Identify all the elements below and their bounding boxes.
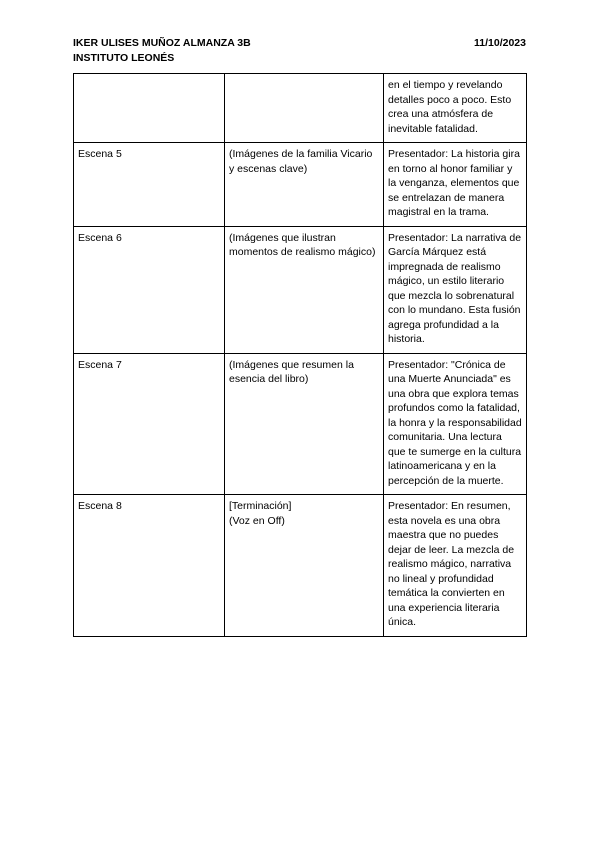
visual-note: (Voz en Off) — [229, 514, 285, 527]
author-name: IKER ULISES MUÑOZ ALMANZA 3B — [73, 37, 251, 49]
visual-text: [Terminación] — [229, 500, 292, 512]
table-row — [74, 353, 527, 495]
narration-cell: Presentador: La historia gira en torno al honor familiar y la venganza, elementos que se entrelazan de manera magistral en la trama. — [384, 143, 527, 227]
visual-text: (Imágenes que resumen la esencia del libro) — [229, 358, 354, 385]
scene-cell: Escena 5 — [74, 143, 225, 227]
table-row — [74, 226, 527, 353]
scene-cell: Escena 6 — [74, 226, 225, 353]
narration-cell: en el tiempo y revelando detalles poco a poco. Esto crea una atmósfera de inevitable fatalidad. — [384, 74, 527, 143]
table-row — [74, 143, 527, 227]
visual-cell — [225, 495, 384, 637]
script-table — [73, 73, 527, 637]
header-first-line — [73, 36, 526, 51]
narration-cell: Presentador: La narrativa de García Márquez está impregnada de realismo mágico, un estilo literario que mezcla lo sobrenatural con lo mundano. Esta fusión agrega profundidad a la historia. — [384, 226, 527, 353]
visual-cell — [225, 353, 384, 495]
narration-cell: Presentador: "Crónica de una Muerte Anunciada" es una obra que explora temas profundos como la fatalidad, la honra y la responsabilidad comunitaria. Una lectura que te sumerge en la cultura latinoamericana y en la percepción de la muerte. — [384, 353, 527, 495]
visual-cell — [225, 74, 384, 143]
document-header — [73, 36, 526, 66]
table-row — [74, 495, 527, 637]
narration-cell: Presentador: En resumen, esta novela es una obra maestra que no puedes dejar de leer. La mezcla de realismo mágico, narrativa no lineal y profundidad temática la convierten en una experiencia literaria única. — [384, 495, 527, 637]
visual-cell — [225, 143, 384, 227]
scene-cell: Escena 7 — [74, 353, 225, 495]
scene-cell: Escena 8 — [74, 495, 225, 637]
table-row — [74, 74, 527, 143]
scene-cell — [74, 74, 225, 143]
institution-name: INSTITUTO LEONÉS — [73, 52, 175, 64]
header-second-line — [73, 51, 526, 66]
visual-text: (Imágenes de la familia Vicario y escenas clave) — [229, 148, 373, 175]
visual-text: (Imágenes que ilustran momentos de realismo mágico) — [229, 231, 376, 258]
visual-cell — [225, 226, 384, 353]
document-date: 11/10/2023 — [474, 37, 526, 49]
